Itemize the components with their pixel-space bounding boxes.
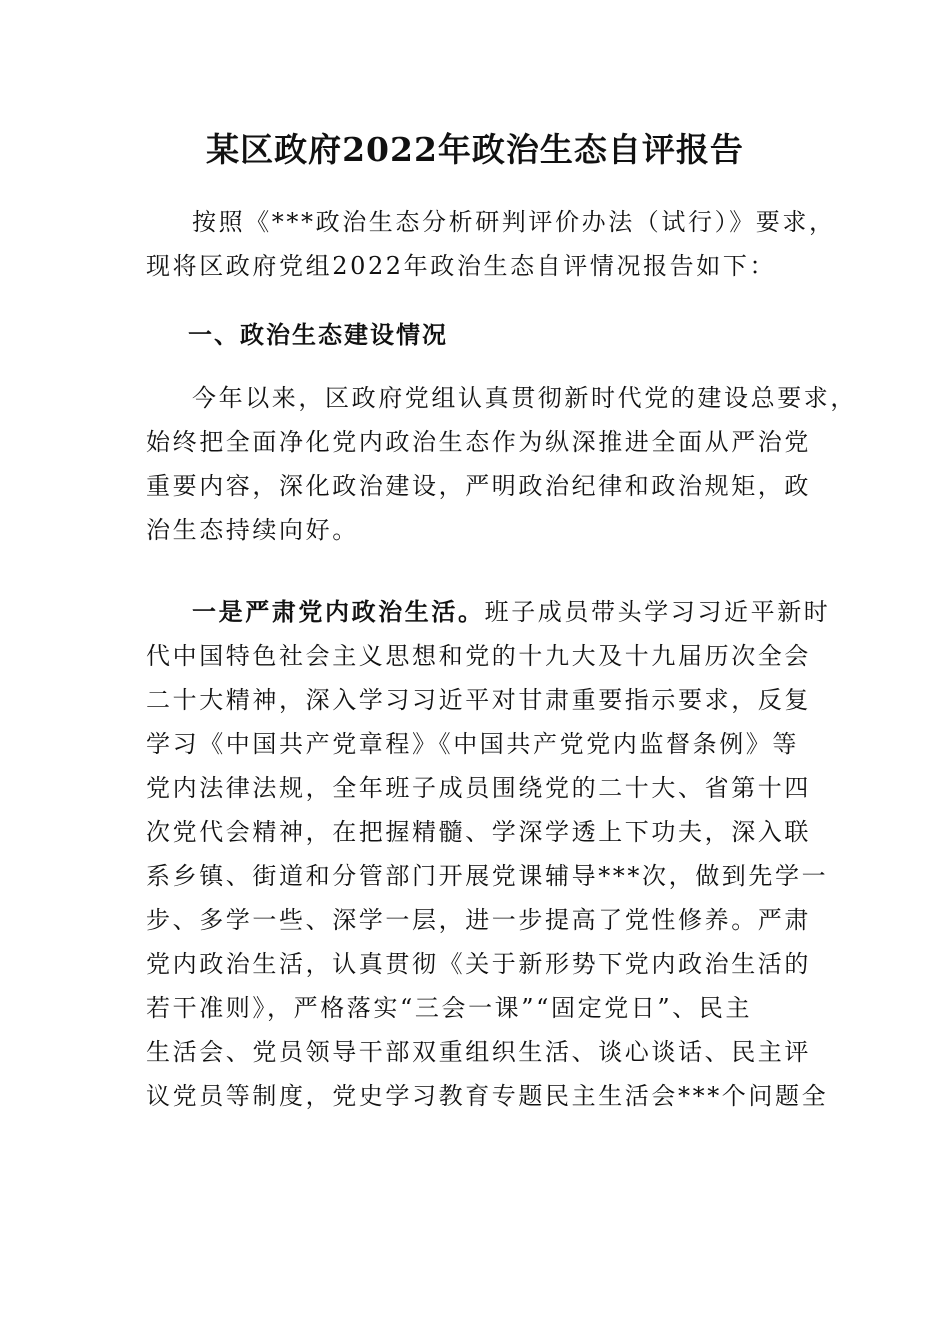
intro-line-1: 按照《***政治生态分析研判评价办法（试行）》要求， xyxy=(192,208,836,236)
point-1-line-1-rest: 班子成员带头学习习近平新时 xyxy=(484,598,831,626)
point-1-line-4: 学习《中国共产党章程》《中国共产党党内监督条例》等 xyxy=(146,730,799,758)
point-1-line-6: 次党代会精神，在把握精髓、学深学透上下功夫，深入联 xyxy=(146,818,811,846)
point-1-line-3: 二十大精神，深入学习习近平对甘肃重要指示要求，反复 xyxy=(146,686,811,714)
intro-paragraph xyxy=(146,200,836,288)
point-1-line-2: 代中国特色社会主义思想和党的十九大及十九届历次全会 xyxy=(146,642,811,670)
point-1-line-5: 党内法律法规，全年班子成员围绕党的二十大、省第十四 xyxy=(146,774,811,802)
point-1-paragraph xyxy=(146,590,831,1118)
point-1-line-7: 系乡镇、街道和分管部门开展党课辅导***次，做到先学一 xyxy=(146,862,829,890)
intro-line-2: 现将区政府党组2022年政治生态自评情况报告如下： xyxy=(146,252,777,280)
point-1-line-9: 党内政治生活，认真贯彻《关于新形势下党内政治生活的 xyxy=(146,950,811,978)
point-1-line-8: 步、多学一些、深学一层，进一步提高了党性修养。严肃 xyxy=(146,906,811,934)
section-1-paragraph xyxy=(146,376,857,552)
point-1-line-1 xyxy=(146,590,831,634)
section-1-heading: 一、政治生态建设情况 xyxy=(188,321,448,349)
section-1-line-3: 重要内容，深化政治建设，严明政治纪律和政治规矩，政 xyxy=(146,472,811,500)
point-1-line-10: 若干准则》，严格落实“三会一课”“固定党日”、民主 xyxy=(146,994,753,1022)
section-1-line-1: 今年以来，区政府党组认真贯彻新时代党的建设总要求， xyxy=(192,384,857,412)
point-1-line-11: 生活会、党员领导干部双重组织生活、谈心谈话、民主评 xyxy=(146,1038,811,1066)
point-1-lead: 一是严肃党内政治生活。 xyxy=(192,598,485,626)
document-title: 某区政府2022年政治生态自评报告 xyxy=(206,130,744,169)
point-1-line-12: 议党员等制度，党史学习教育专题民主生活会***个问题全 xyxy=(146,1082,829,1110)
section-1-line-4: 治生态持续向好。 xyxy=(146,516,359,544)
section-1-line-2: 始终把全面净化党内政治生态作为纵深推进全面从严治党 xyxy=(146,428,811,456)
